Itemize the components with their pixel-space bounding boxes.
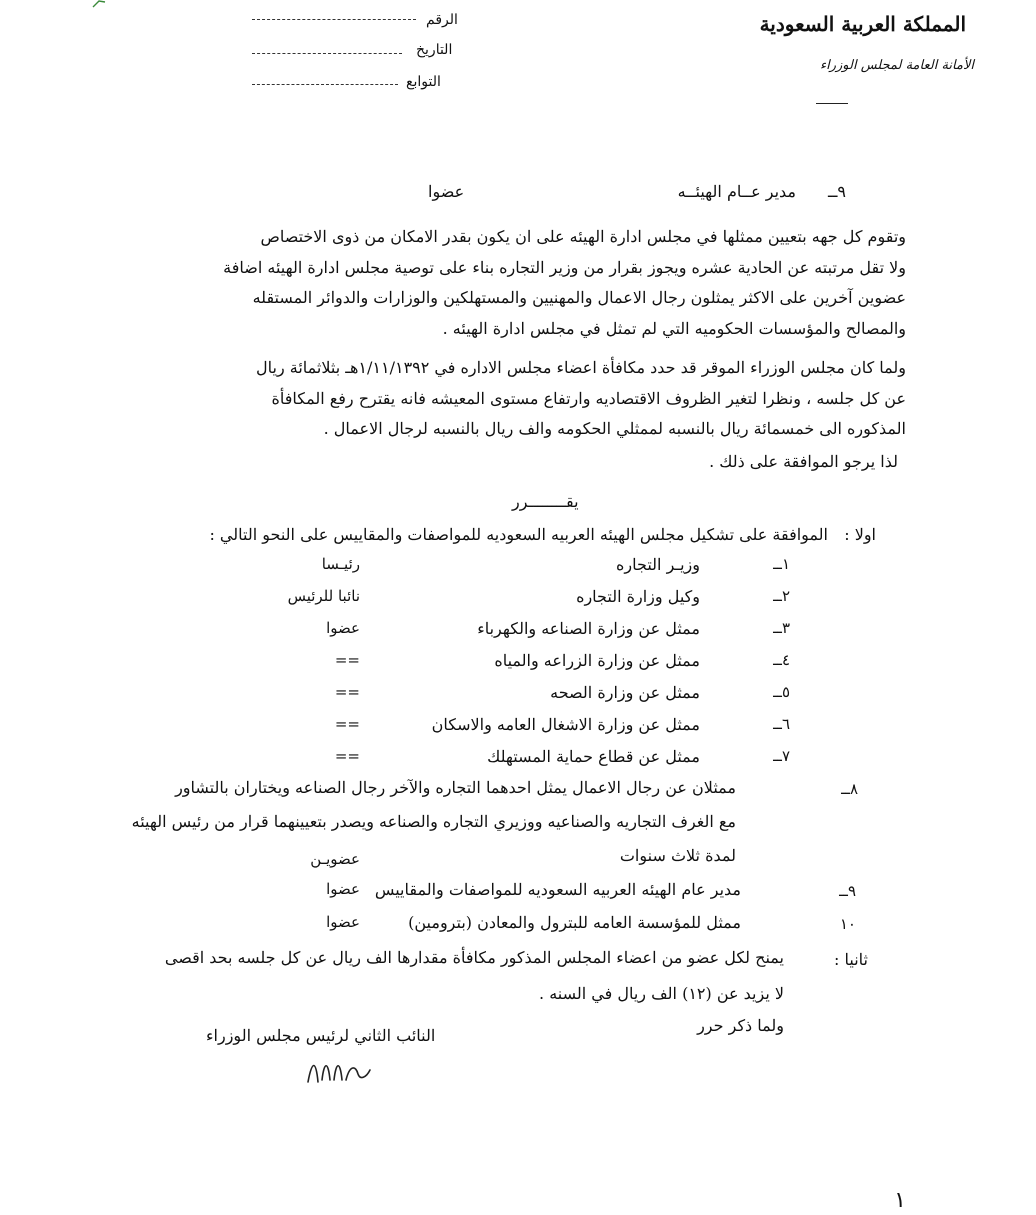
paragraph-membership-rules xyxy=(166,222,906,344)
paragraph-line: المذكوره الى خمسمائة ريال بالنسبه لممثلي الحكومه والف ريال بالنسبه لرجال الاعمال . xyxy=(323,419,906,438)
item9-role: عضوا xyxy=(428,182,465,201)
member-text: مدير عام الهيئه العربيه السعوديه للمواصفات والمقاييس xyxy=(374,880,741,899)
paragraph-line: عن كل جلسه ، ونظرا لتغير الظروف الاقتصاديه وارتفاع مستوى المعيشه فانه يقترح رفع المكافأة xyxy=(271,388,906,408)
member-role: رئيـسا xyxy=(321,555,360,573)
request-line: لذا يرجو الموافقة على ذلك . xyxy=(709,452,898,471)
paragraph-line: ولما كان مجلس الوزراء الموقر قد حدد مكافأة اعضاء مجلس الاداره في ١/١١/١٣٩٢هـ بثلاثمائة ريال xyxy=(255,358,906,377)
first-text: الموافقة على تشكيل مجلس الهيئه العربيه السعوديه للمواصفات والمقاييس على النحو التالي : xyxy=(209,525,828,544)
decision-heading: يقــــــــرر xyxy=(512,492,579,511)
member-role: == xyxy=(334,683,360,701)
member-number: ٩ــ xyxy=(839,882,856,900)
member-text: ممثل عن وزارة الصناعه والكهرباء xyxy=(477,619,700,638)
field-attachments-line xyxy=(252,84,398,85)
member-number: ١ــ xyxy=(773,555,790,573)
member-number: ٤ــ xyxy=(773,651,790,669)
member-number: ٧ــ xyxy=(773,747,790,765)
page-mark: ١ xyxy=(894,1188,906,1213)
signature-mark xyxy=(300,1050,380,1090)
member-role: == xyxy=(334,715,360,733)
corner-mark-icon xyxy=(92,0,106,8)
item9-text: مدير عــام الهيئــه xyxy=(677,182,796,201)
member-text: ممثل عن وزارة الاشغال العامه والاسكان xyxy=(431,715,700,734)
member-role: عضوا xyxy=(326,619,360,637)
members-list xyxy=(200,555,800,775)
signature-title: النائب الثاني لرئيس مجلس الوزراء xyxy=(206,1026,436,1045)
paragraph-line: عضوين آخرين على الاكثر يمثلون رجال الاعمال والمهنيين والمستهلكين والوزارات والدوائر المستقله xyxy=(252,288,906,307)
paragraph-line: والمصالح والمؤسسات الحكوميه التي لم تمثل في مجلس ادارة الهيئه . xyxy=(442,318,906,338)
letterhead-subtitle: الأمانة العامة لمجلس الوزراء xyxy=(820,58,974,73)
field-attachments-label: التوابع xyxy=(406,74,441,90)
member-number: ٦ــ xyxy=(773,715,790,733)
member-text: وزيـر التجاره xyxy=(616,555,700,574)
member-role: == xyxy=(334,651,360,669)
paragraph-line: وتقوم كل جهه بتعيين ممثلها في مجلس ادارة الهيئه على ان يكون بقدر الامكان من ذوى الاختصاص xyxy=(260,227,906,246)
member-number: ١٠ xyxy=(839,915,856,933)
second-line: لا يزيد عن (١٢) الف ريال في السنه . xyxy=(539,984,784,1003)
member-text: ممثل عن وزارة الزراعه والمياه xyxy=(494,651,700,670)
field-number-line xyxy=(252,19,416,20)
member-role: عضوا xyxy=(326,913,360,931)
member-text: وكيل وزارة التجاره xyxy=(576,587,700,606)
paragraph-remuneration xyxy=(166,353,906,445)
second-line: يمنح لكل عضو من اعضاء المجلس المذكور مكافأة مقدارها الف ريال عن كل جلسه بحد اقصى xyxy=(164,948,784,967)
closing-line: ولما ذكر حرر xyxy=(697,1016,784,1035)
member-text: ممثل عن قطاع حماية المستهلك xyxy=(487,747,700,766)
member-role: عضوا xyxy=(326,880,360,898)
first-label: اولا : xyxy=(844,525,876,544)
member-role: == xyxy=(334,747,360,765)
second-label: ثانيا : xyxy=(834,950,868,969)
letterhead-rule xyxy=(816,103,848,104)
member-number: ٢ــ xyxy=(773,587,790,605)
item9-number: ٩ــ xyxy=(828,182,846,201)
member8-number: ٨ــ xyxy=(841,780,858,798)
member-role: نائبا للرئيس xyxy=(287,587,360,605)
letterhead-title: المملكة العربية السعودية xyxy=(759,12,966,36)
member8-line: مع الغرف التجاريه والصناعيه ووزيري التجاره والصناعه ويصدر بتعيينهما قرار من رئيس الهيئه xyxy=(131,812,736,831)
member-text: ممثل للمؤسسة العامه للبترول والمعادن (بترومين) xyxy=(408,913,741,932)
field-number-label: الرقم xyxy=(426,12,458,28)
field-date-line xyxy=(252,53,402,54)
member-number: ٣ــ xyxy=(773,619,790,637)
field-date-label: التاريخ xyxy=(416,42,453,58)
paragraph-line: ولا تقل مرتبته عن الحادية عشره ويجوز بقرار من وزير التجاره بناء على توصية مجلس ادارة الهيئه اضافة xyxy=(223,257,906,277)
member-text: ممثل عن وزارة الصحه xyxy=(550,683,700,702)
member-number: ٥ــ xyxy=(773,683,790,701)
member8-role: عضويـن xyxy=(310,850,360,868)
member8-line: لمدة ثلاث سنوات xyxy=(619,846,736,865)
member8-line: ممثلان عن رجال الاعمال يمثل احدهما التجاره والآخر رجال الصناعه ويختاران بالتشاور xyxy=(175,778,736,797)
